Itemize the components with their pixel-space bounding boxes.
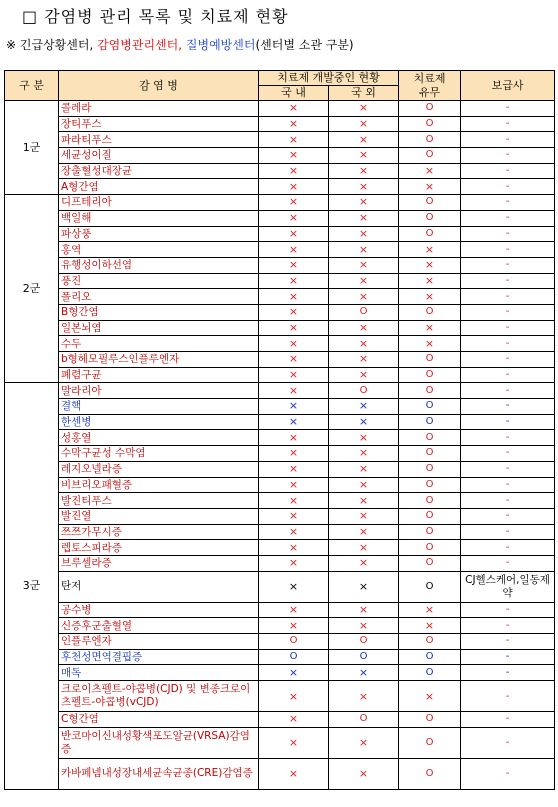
disease-name: 결핵 xyxy=(59,399,259,415)
disease-name: 세균성이질 xyxy=(59,148,259,164)
holder-company: - xyxy=(461,210,555,226)
table-row xyxy=(5,289,555,305)
holder-company: - xyxy=(461,132,555,148)
holder-company: - xyxy=(461,727,555,758)
table-row xyxy=(5,414,555,430)
disease-name: 발진티푸스 xyxy=(59,493,259,509)
foreign-status: × xyxy=(329,163,399,179)
holder-company: - xyxy=(461,712,555,728)
foreign-status: × xyxy=(329,148,399,164)
table-row xyxy=(5,555,555,571)
domestic-status: × xyxy=(259,116,329,132)
foreign-status: × xyxy=(329,665,399,681)
foreign-status: × xyxy=(329,618,399,634)
domestic-status: × xyxy=(259,524,329,540)
treatment-status: O xyxy=(399,367,461,383)
disease-name: 유행성이하선염 xyxy=(59,257,259,273)
table-row xyxy=(5,352,555,368)
foreign-status: × xyxy=(329,446,399,462)
foreign-status: × xyxy=(329,727,399,758)
holder-company: - xyxy=(461,540,555,556)
domestic-status: × xyxy=(259,399,329,415)
treatment-status: × xyxy=(399,257,461,273)
domestic-status: × xyxy=(259,712,329,728)
note-mark: ※ xyxy=(6,38,17,52)
disease-name: 홍역 xyxy=(59,242,259,258)
domestic-status: × xyxy=(259,336,329,352)
table-row xyxy=(5,210,555,226)
treatment-status: O xyxy=(399,571,461,602)
domestic-status: × xyxy=(259,320,329,336)
table-row xyxy=(5,618,555,634)
disease-name: 비브리오패혈증 xyxy=(59,477,259,493)
holder-company: - xyxy=(461,257,555,273)
holder-company: - xyxy=(461,383,555,399)
treatment-status: O xyxy=(399,508,461,524)
disease-name: 폴리오 xyxy=(59,289,259,305)
foreign-status: × xyxy=(329,336,399,352)
treatment-status: O xyxy=(399,132,461,148)
disease-name: 수두 xyxy=(59,336,259,352)
treatment-status: × xyxy=(399,336,461,352)
disease-name: 파라티푸스 xyxy=(59,132,259,148)
table-row xyxy=(5,524,555,540)
treatment-status: × xyxy=(399,320,461,336)
domestic-status: × xyxy=(259,477,329,493)
domestic-status: × xyxy=(259,289,329,305)
foreign-status: × xyxy=(329,524,399,540)
treatment-status: O xyxy=(399,712,461,728)
disease-name: 탄저 xyxy=(59,571,259,602)
foreign-status: × xyxy=(329,116,399,132)
foreign-status: × xyxy=(329,195,399,211)
foreign-status: × xyxy=(329,320,399,336)
table-row xyxy=(5,758,555,789)
center-note: (센터별 소관 구분) xyxy=(255,38,354,52)
disease-name: 디프테리아 xyxy=(59,195,259,211)
holder-company: - xyxy=(461,461,555,477)
disease-name: 렙토스피라증 xyxy=(59,540,259,556)
domestic-status: × xyxy=(259,508,329,524)
foreign-status: × xyxy=(329,352,399,368)
holder-company: - xyxy=(461,148,555,164)
disease-name: 성홍열 xyxy=(59,430,259,446)
holder-company: - xyxy=(461,195,555,211)
table-row xyxy=(5,477,555,493)
table-body xyxy=(5,101,555,790)
table-row xyxy=(5,649,555,665)
disease-name: 폐렴구균 xyxy=(59,367,259,383)
domestic-status: × xyxy=(259,242,329,258)
holder-company: - xyxy=(461,101,555,117)
domestic-status: × xyxy=(259,273,329,289)
table-row xyxy=(5,712,555,728)
treatment-status: × xyxy=(399,163,461,179)
holder-company: - xyxy=(461,273,555,289)
center-infectious: 감염병관리센터, xyxy=(97,38,183,52)
header-holder: 보급사 xyxy=(461,71,555,101)
holder-company: - xyxy=(461,320,555,336)
disease-name: 쯔쯔가무시증 xyxy=(59,524,259,540)
holder-company: - xyxy=(461,649,555,665)
disease-name: b형헤모필루스인플루엔자 xyxy=(59,352,259,368)
foreign-status: × xyxy=(329,367,399,383)
group-label: 3군 xyxy=(5,383,59,789)
disease-name: 발진열 xyxy=(59,508,259,524)
treatment-status: × xyxy=(399,242,461,258)
table-row xyxy=(5,304,555,320)
disease-name: A형간염 xyxy=(59,179,259,195)
treatment-status: × xyxy=(399,618,461,634)
treatment-status: O xyxy=(399,304,461,320)
foreign-status: × xyxy=(329,273,399,289)
domestic-status: × xyxy=(259,727,329,758)
foreign-status: O xyxy=(329,634,399,650)
treatment-status: O xyxy=(399,195,461,211)
domestic-status: × xyxy=(259,461,329,477)
table-row xyxy=(5,399,555,415)
treatment-status: O xyxy=(399,226,461,242)
table-row xyxy=(5,493,555,509)
domestic-status: × xyxy=(259,226,329,242)
holder-company: - xyxy=(461,665,555,681)
domestic-status: × xyxy=(259,257,329,273)
foreign-status: × xyxy=(329,242,399,258)
domestic-status: O xyxy=(259,649,329,665)
table-row xyxy=(5,446,555,462)
foreign-status: × xyxy=(329,461,399,477)
table-row xyxy=(5,727,555,758)
treatment-status: O xyxy=(399,430,461,446)
domestic-status: O xyxy=(259,634,329,650)
domestic-status: × xyxy=(259,681,329,712)
disease-name: 인플루엔자 xyxy=(59,634,259,650)
holder-company: - xyxy=(461,242,555,258)
treatment-status: O xyxy=(399,758,461,789)
table-row xyxy=(5,461,555,477)
domestic-status: × xyxy=(259,352,329,368)
foreign-status: × xyxy=(329,540,399,556)
center-emergency: 긴급상황센터, xyxy=(19,38,94,52)
holder-company: - xyxy=(461,163,555,179)
holder-company: - xyxy=(461,477,555,493)
holder-company: - xyxy=(461,758,555,789)
domestic-status: × xyxy=(259,493,329,509)
treatment-status: O xyxy=(399,727,461,758)
foreign-status: × xyxy=(329,101,399,117)
table-row xyxy=(5,148,555,164)
foreign-status: × xyxy=(329,414,399,430)
foreign-status: × xyxy=(329,430,399,446)
disease-name: 매독 xyxy=(59,665,259,681)
table-row xyxy=(5,681,555,712)
domestic-status: × xyxy=(259,446,329,462)
domestic-status: × xyxy=(259,210,329,226)
disease-name: 반코마이신내성황색포도알균(VRSA)감염증 xyxy=(59,727,259,758)
holder-company: - xyxy=(461,352,555,368)
holder-company: - xyxy=(461,116,555,132)
disease-name: 풍진 xyxy=(59,273,259,289)
disease-name: B형간염 xyxy=(59,304,259,320)
table-row xyxy=(5,132,555,148)
domestic-status: × xyxy=(259,367,329,383)
disease-name: 공수병 xyxy=(59,602,259,618)
holder-company: - xyxy=(461,304,555,320)
holder-company: - xyxy=(461,446,555,462)
page-title: □ 감염병 관리 목록 및 치료제 현황 xyxy=(22,7,289,26)
disease-name: 크로이츠펠트-야콥병(CJD) 및 변종크로이츠펠트-야콥병(vCJD) xyxy=(59,681,259,712)
disease-name: 장출혈성대장균 xyxy=(59,163,259,179)
table-row xyxy=(5,163,555,179)
table-row xyxy=(5,665,555,681)
treatment-status: × xyxy=(399,289,461,305)
foreign-status: × xyxy=(329,508,399,524)
treatment-status: O xyxy=(399,555,461,571)
header-dev-status: 치료제 개발중인 현황 xyxy=(259,71,399,86)
treatment-status: O xyxy=(399,116,461,132)
foreign-status: O xyxy=(329,712,399,728)
treatment-status: O xyxy=(399,634,461,650)
domestic-status: × xyxy=(259,540,329,556)
treatment-status: O xyxy=(399,493,461,509)
holder-company: - xyxy=(461,336,555,352)
disease-name: 말라리아 xyxy=(59,383,259,399)
disease-name: 카바페넴내성장내세균속균종(CRE)감염증 xyxy=(59,758,259,789)
treatment-status: O xyxy=(399,210,461,226)
treatment-status: O xyxy=(399,524,461,540)
treatment-status: O xyxy=(399,399,461,415)
domestic-status: × xyxy=(259,383,329,399)
foreign-status: × xyxy=(329,602,399,618)
holder-company: - xyxy=(461,414,555,430)
treatment-status: × xyxy=(399,179,461,195)
holder-company: CJ헬스케어,일동제약 xyxy=(461,571,555,602)
treatment-status: O xyxy=(399,383,461,399)
table-row xyxy=(5,273,555,289)
holder-company: - xyxy=(461,618,555,634)
domestic-status: × xyxy=(259,132,329,148)
domestic-status: × xyxy=(259,618,329,634)
table-row xyxy=(5,430,555,446)
treatment-status: O xyxy=(399,148,461,164)
treatment-status: × xyxy=(399,602,461,618)
disease-name: 레지오넬라증 xyxy=(59,461,259,477)
disease-name: 일본뇌염 xyxy=(59,320,259,336)
subtitle xyxy=(6,36,354,53)
holder-company: - xyxy=(461,430,555,446)
table-row xyxy=(5,101,555,117)
table-row xyxy=(5,367,555,383)
foreign-status: O xyxy=(329,383,399,399)
foreign-status: × xyxy=(329,226,399,242)
table-row xyxy=(5,257,555,273)
disease-name: 한센병 xyxy=(59,414,259,430)
treatment-status: O xyxy=(399,461,461,477)
domestic-status: × xyxy=(259,555,329,571)
treatment-status: O xyxy=(399,540,461,556)
treatment-status: O xyxy=(399,352,461,368)
header-group: 구 분 xyxy=(5,71,59,101)
domestic-status: × xyxy=(259,571,329,602)
domestic-status: × xyxy=(259,414,329,430)
disease-name: 브루셀라증 xyxy=(59,555,259,571)
domestic-status: × xyxy=(259,602,329,618)
table-row xyxy=(5,634,555,650)
holder-company: - xyxy=(461,226,555,242)
header-disease: 감 염 병 xyxy=(59,71,259,101)
holder-company: - xyxy=(461,508,555,524)
header-domestic: 국 내 xyxy=(259,86,329,101)
holder-company: - xyxy=(461,634,555,650)
holder-company: - xyxy=(461,399,555,415)
table-row xyxy=(5,116,555,132)
holder-company: - xyxy=(461,555,555,571)
foreign-status: O xyxy=(329,649,399,665)
treatment-status: O xyxy=(399,665,461,681)
table-row xyxy=(5,242,555,258)
disease-name: 후천성면역결핍증 xyxy=(59,649,259,665)
foreign-status: × xyxy=(329,399,399,415)
treatment-status: O xyxy=(399,101,461,117)
foreign-status: × xyxy=(329,681,399,712)
domestic-status: × xyxy=(259,430,329,446)
group-label: 2군 xyxy=(5,195,59,383)
table-row xyxy=(5,508,555,524)
foreign-status: × xyxy=(329,477,399,493)
treatment-status: O xyxy=(399,446,461,462)
holder-company: - xyxy=(461,524,555,540)
table-row xyxy=(5,195,555,211)
holder-company: - xyxy=(461,367,555,383)
foreign-status: × xyxy=(329,179,399,195)
disease-table xyxy=(4,70,555,790)
domestic-status: × xyxy=(259,195,329,211)
table-row xyxy=(5,571,555,602)
disease-name: C형간염 xyxy=(59,712,259,728)
disease-name: 콜레라 xyxy=(59,101,259,117)
domestic-status: × xyxy=(259,665,329,681)
foreign-status: × xyxy=(329,132,399,148)
holder-company: - xyxy=(461,493,555,509)
foreign-status: × xyxy=(329,555,399,571)
domestic-status: × xyxy=(259,163,329,179)
foreign-status: × xyxy=(329,493,399,509)
holder-company: - xyxy=(461,289,555,305)
disease-name: 수막구균성 수막염 xyxy=(59,446,259,462)
table-row xyxy=(5,540,555,556)
treatment-status: O xyxy=(399,649,461,665)
table-row xyxy=(5,383,555,399)
treatment-status: O xyxy=(399,414,461,430)
domestic-status: × xyxy=(259,304,329,320)
holder-company: - xyxy=(461,681,555,712)
foreign-status: × xyxy=(329,210,399,226)
table-row xyxy=(5,226,555,242)
center-prevention: 질병예방센터 xyxy=(185,38,256,52)
header-foreign: 국 외 xyxy=(329,86,399,101)
disease-name: 파상풍 xyxy=(59,226,259,242)
disease-name: 백일해 xyxy=(59,210,259,226)
treatment-status: × xyxy=(399,273,461,289)
domestic-status: × xyxy=(259,101,329,117)
holder-company: - xyxy=(461,602,555,618)
table-row xyxy=(5,320,555,336)
foreign-status: × xyxy=(329,571,399,602)
table-row xyxy=(5,179,555,195)
domestic-status: × xyxy=(259,148,329,164)
domestic-status: × xyxy=(259,758,329,789)
group-label: 1군 xyxy=(5,101,59,195)
disease-name: 신증후군출혈열 xyxy=(59,618,259,634)
foreign-status: × xyxy=(329,758,399,789)
foreign-status: × xyxy=(329,289,399,305)
table-row xyxy=(5,336,555,352)
header-treatment: 치료제 유무 xyxy=(399,71,461,101)
treatment-status: O xyxy=(399,477,461,493)
domestic-status: × xyxy=(259,179,329,195)
disease-name: 장티푸스 xyxy=(59,116,259,132)
treatment-status: × xyxy=(399,681,461,712)
foreign-status: O xyxy=(329,304,399,320)
table-row xyxy=(5,602,555,618)
foreign-status: × xyxy=(329,257,399,273)
holder-company: - xyxy=(461,179,555,195)
